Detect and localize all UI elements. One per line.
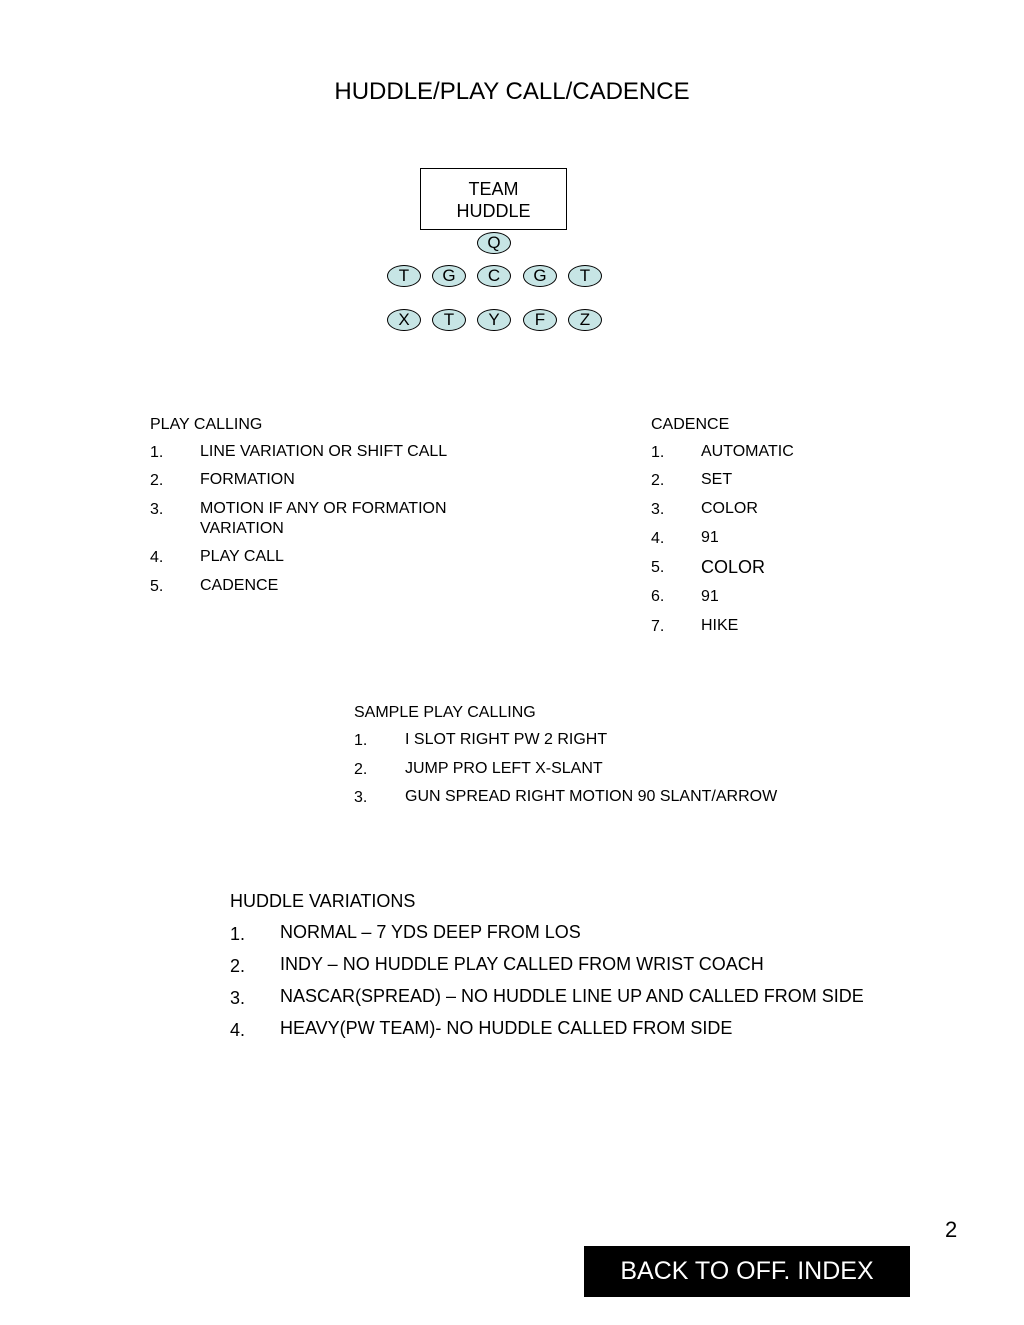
- list-item-number: 3.: [651, 501, 665, 518]
- list-item-text: 91: [701, 588, 719, 605]
- list-item-number: 5.: [651, 559, 665, 576]
- list-item-text: PLAY CALL: [200, 548, 284, 565]
- list-item-text: FORMATION: [200, 471, 295, 488]
- page-number: 2: [945, 1217, 958, 1242]
- list-item-text-continued: VARIATION: [200, 520, 284, 537]
- list-item-number: 2.: [354, 761, 368, 778]
- list-item-number: 1.: [354, 732, 368, 749]
- list-item-number: 3.: [150, 501, 164, 518]
- list-item-text: INDY – NO HUDDLE PLAY CALLED FROM WRIST COACH: [280, 954, 764, 974]
- list-item-number: 1.: [150, 444, 164, 461]
- list-item-number: 2.: [230, 956, 246, 976]
- list-item-number: 7.: [651, 618, 665, 635]
- list-item-text: COLOR: [701, 500, 758, 517]
- list-item-number: 1.: [651, 444, 665, 461]
- player-line-3: C: [477, 265, 511, 287]
- list-item-text: NASCAR(SPREAD) – NO HUDDLE LINE UP AND CALLED FROM SIDE: [280, 986, 864, 1006]
- list-item-text: GUN SPREAD RIGHT MOTION 90 SLANT/ARROW: [405, 788, 778, 805]
- player-back-2: T: [432, 309, 466, 331]
- list-item-text: JUMP PRO LEFT X-SLANT: [405, 760, 603, 777]
- player-line-1: T: [387, 265, 421, 287]
- list-item-number: 6.: [651, 588, 665, 605]
- player-back-3: Y: [477, 309, 511, 331]
- page-title: HUDDLE/PLAY CALL/CADENCE: [334, 78, 690, 105]
- cadence-heading: CADENCE: [651, 416, 730, 433]
- list-item-text: HEAVY(PW TEAM)- NO HUDDLE CALLED FROM SIDE: [280, 1018, 733, 1038]
- player-line-2: G: [432, 265, 466, 287]
- player-line-4: G: [523, 265, 557, 287]
- list-item-text: AUTOMATIC: [701, 443, 794, 460]
- list-item-number: 3.: [230, 988, 246, 1008]
- list-item-text: 91: [701, 529, 719, 546]
- list-item-text: CADENCE: [200, 577, 279, 594]
- player-back-1: X: [387, 309, 421, 331]
- list-item-number: 4.: [230, 1020, 246, 1040]
- player-back-4: F: [523, 309, 557, 331]
- player-qb: Q: [477, 232, 511, 254]
- list-item-number: 2.: [651, 472, 665, 489]
- list-item-number: 1.: [230, 924, 246, 944]
- list-item-number: 3.: [354, 789, 368, 806]
- list-item-text: MOTION IF ANY OR FORMATION: [200, 500, 447, 517]
- huddle-box-line2: HUDDLE: [456, 201, 531, 221]
- list-item-number: 5.: [150, 578, 164, 595]
- huddle-box-line1: TEAM: [468, 179, 519, 199]
- back-to-off-index-button[interactable]: BACK TO OFF. INDEX: [584, 1246, 910, 1297]
- list-item-number: 2.: [150, 472, 164, 489]
- sample-play-calling-heading: SAMPLE PLAY CALLING: [354, 704, 536, 721]
- list-item-text: COLOR: [701, 557, 766, 577]
- list-item-number: 4.: [150, 549, 164, 566]
- player-back-5: Z: [568, 309, 602, 331]
- list-item-text: NORMAL – 7 YDS DEEP FROM LOS: [280, 922, 581, 942]
- list-item-text: HIKE: [701, 617, 739, 634]
- list-item-text: I SLOT RIGHT PW 2 RIGHT: [405, 731, 608, 748]
- list-item-text: SET: [701, 471, 733, 488]
- play-calling-heading: PLAY CALLING: [150, 416, 263, 433]
- player-line-5: T: [568, 265, 602, 287]
- list-item-text: LINE VARIATION OR SHIFT CALL: [200, 443, 448, 460]
- team-huddle-box: [420, 168, 567, 230]
- huddle-variations-heading: HUDDLE VARIATIONS: [230, 891, 416, 911]
- list-item-number: 4.: [651, 530, 665, 547]
